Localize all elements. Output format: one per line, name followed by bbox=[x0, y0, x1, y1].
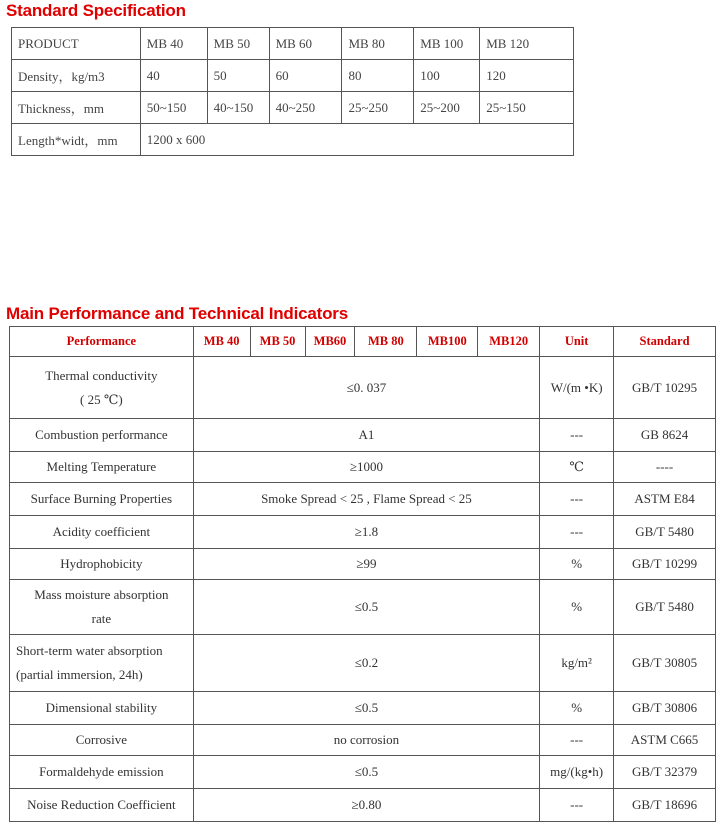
unit-cell: ℃ bbox=[540, 452, 614, 483]
spec-row-length bbox=[12, 124, 574, 156]
spec-cell: 40 bbox=[140, 60, 207, 92]
performance-name bbox=[10, 549, 194, 580]
performance-row bbox=[10, 516, 716, 549]
performance-value: Smoke Spread < 25 , Flame Spread < 25 bbox=[193, 483, 539, 516]
performance-value: ≤0.5 bbox=[193, 756, 539, 789]
spec-cell: MB 50 bbox=[207, 28, 269, 60]
performance-row bbox=[10, 756, 716, 789]
performance-name-line: (partial immersion, 24h) bbox=[16, 667, 143, 682]
performance-row bbox=[10, 635, 716, 692]
performance-row bbox=[10, 419, 716, 452]
performance-name bbox=[10, 357, 194, 419]
performance-row bbox=[10, 549, 716, 580]
performance-value: ≥0.80 bbox=[193, 789, 539, 822]
spec-cell: 25~250 bbox=[342, 92, 414, 124]
performance-value: ≤0. 037 bbox=[193, 357, 539, 419]
performance-value: no corrosion bbox=[193, 725, 539, 756]
performance-header-row bbox=[10, 327, 716, 357]
spec-cell: MB 80 bbox=[342, 28, 414, 60]
performance-name-line: Melting Temperature bbox=[46, 459, 157, 474]
standard-cell: GB/T 5480 bbox=[614, 516, 716, 549]
performance-name-line: Surface Burning Properties bbox=[30, 491, 173, 506]
spec-cell: 25~200 bbox=[414, 92, 480, 124]
column-header: MB 50 bbox=[250, 327, 305, 357]
spec-cell: 120 bbox=[480, 60, 574, 92]
spec-row bbox=[12, 92, 574, 124]
column-header: Performance bbox=[10, 327, 194, 357]
performance-value: ≥1.8 bbox=[193, 516, 539, 549]
unit-cell: % bbox=[540, 580, 614, 635]
spec-cell: MB 100 bbox=[414, 28, 480, 60]
performance-name bbox=[10, 419, 194, 452]
standard-cell: GB 8624 bbox=[614, 419, 716, 452]
spec-heading: Standard Specification bbox=[6, 1, 186, 20]
performance-row bbox=[10, 580, 716, 635]
unit-cell: --- bbox=[540, 419, 614, 452]
spec-cell: 25~150 bbox=[480, 92, 574, 124]
performance-row bbox=[10, 483, 716, 516]
standard-cell: GB/T 30806 bbox=[614, 692, 716, 725]
standard-cell: GB/T 5480 bbox=[614, 580, 716, 635]
performance-name-line: Mass moisture absorption bbox=[34, 587, 169, 602]
standard-cell: GB/T 10295 bbox=[614, 357, 716, 419]
column-header: MB 40 bbox=[193, 327, 250, 357]
performance-row bbox=[10, 725, 716, 756]
performance-value: ≥1000 bbox=[193, 452, 539, 483]
spec-row-label: Density，kg/m3 bbox=[12, 60, 141, 92]
column-header: MB 80 bbox=[355, 327, 417, 357]
spec-cell: MB 40 bbox=[140, 28, 207, 60]
standard-cell: GB/T 30805 bbox=[614, 635, 716, 692]
performance-name bbox=[10, 756, 194, 789]
unit-cell: W/(m •K) bbox=[540, 357, 614, 419]
performance-name-line: Corrosive bbox=[75, 732, 127, 747]
spec-table bbox=[11, 27, 574, 156]
standard-cell: GB/T 32379 bbox=[614, 756, 716, 789]
column-header: MB100 bbox=[417, 327, 478, 357]
spec-row-label: Thickness，mm bbox=[12, 92, 141, 124]
performance-name bbox=[10, 692, 194, 725]
performance-name bbox=[10, 516, 194, 549]
spec-row bbox=[12, 60, 574, 92]
column-header: Unit bbox=[540, 327, 614, 357]
standard-cell: GB/T 10299 bbox=[614, 549, 716, 580]
unit-cell: % bbox=[540, 549, 614, 580]
spec-header-row bbox=[12, 28, 574, 60]
column-header: Standard bbox=[614, 327, 716, 357]
performance-value: ≥99 bbox=[193, 549, 539, 580]
spec-cell: 50~150 bbox=[140, 92, 207, 124]
unit-cell: --- bbox=[540, 789, 614, 822]
performance-value: ≤0.5 bbox=[193, 692, 539, 725]
standard-cell: ASTM E84 bbox=[614, 483, 716, 516]
spec-row-label: Length*widt，mm bbox=[12, 124, 141, 156]
performance-name bbox=[10, 483, 194, 516]
performance-name-line: Short-term water absorption bbox=[16, 643, 163, 658]
performance-name bbox=[10, 789, 194, 822]
performance-value: A1 bbox=[193, 419, 539, 452]
performance-row bbox=[10, 692, 716, 725]
performance-value: ≤0.2 bbox=[193, 635, 539, 692]
performance-row bbox=[10, 789, 716, 822]
spec-cell: MB 60 bbox=[269, 28, 342, 60]
performance-name-line: Thermal conductivity bbox=[45, 367, 158, 383]
unit-cell: kg/m² bbox=[540, 635, 614, 692]
column-header: MB60 bbox=[305, 327, 355, 357]
spec-cell: MB 120 bbox=[480, 28, 574, 60]
spec-cell: 60 bbox=[269, 60, 342, 92]
performance-name bbox=[10, 725, 194, 756]
performance-name-line: Acidity coefficient bbox=[52, 524, 151, 539]
performance-table bbox=[9, 326, 716, 822]
performance-name bbox=[10, 635, 194, 692]
spec-row-label: PRODUCT bbox=[12, 28, 141, 60]
column-header: MB120 bbox=[478, 327, 540, 357]
performance-heading: Main Performance and Technical Indicators bbox=[6, 304, 348, 323]
performance-name-line: Combustion performance bbox=[35, 427, 168, 442]
unit-cell: --- bbox=[540, 516, 614, 549]
spec-cell: 50 bbox=[207, 60, 269, 92]
performance-row bbox=[10, 357, 716, 419]
standard-cell: ---- bbox=[614, 452, 716, 483]
performance-name-line: Noise Reduction Coefficient bbox=[27, 797, 176, 812]
performance-name-line: Formaldehyde emission bbox=[39, 764, 164, 779]
performance-name bbox=[10, 452, 194, 483]
performance-name-line: rate bbox=[91, 611, 112, 626]
performance-row bbox=[10, 452, 716, 483]
spec-cell: 40~250 bbox=[269, 92, 342, 124]
standard-cell: GB/T 18696 bbox=[614, 789, 716, 822]
performance-name-line: Dimensional stability bbox=[45, 700, 158, 715]
unit-cell: % bbox=[540, 692, 614, 725]
performance-name-line: Hydrophobicity bbox=[60, 556, 143, 571]
spec-cell: 40~150 bbox=[207, 92, 269, 124]
spec-cell: 1200 x 600 bbox=[140, 124, 573, 156]
unit-cell: --- bbox=[540, 483, 614, 516]
spec-cell: 80 bbox=[342, 60, 414, 92]
performance-value: ≤0.5 bbox=[193, 580, 539, 635]
unit-cell: --- bbox=[540, 725, 614, 756]
performance-name-line: ( 25 ℃) bbox=[80, 391, 123, 407]
spec-cell: 100 bbox=[414, 60, 480, 92]
performance-name bbox=[10, 580, 194, 635]
standard-cell: ASTM C665 bbox=[614, 725, 716, 756]
unit-cell: mg/(kg•h) bbox=[540, 756, 614, 789]
